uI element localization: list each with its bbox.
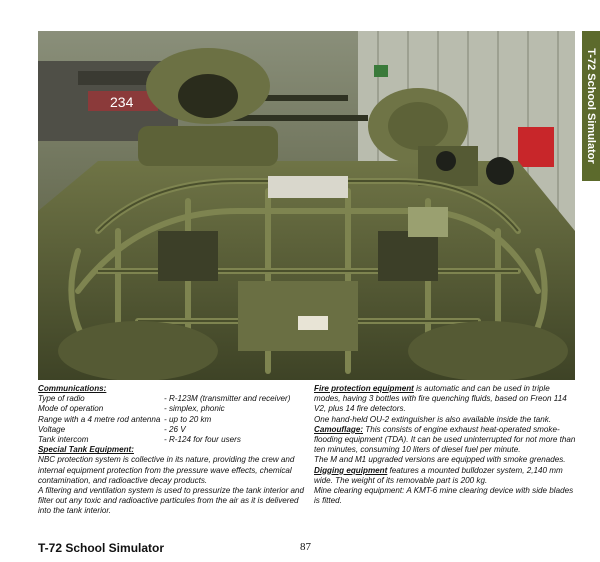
smoke-grenade-paragraph: The M and M1 upgraded versions are equipped with smoke grenades. — [314, 455, 566, 465]
nbc-paragraph: NBC protection system is collective in its nature, providing the crew and internal equipment protection from the pressure wave effects, chemical contamination, and radioactive decay products. — [38, 455, 295, 485]
footer-title: T-72 School Simulator — [38, 541, 165, 555]
hull-number: 234 — [110, 94, 134, 110]
spec-value: - 26 V — [164, 424, 186, 434]
page-number: 87 — [300, 541, 311, 553]
spec-value: - simplex, phonic — [164, 404, 225, 414]
spec-label: Voltage — [38, 424, 66, 434]
mine-clearing-paragraph: Mine clearing equipment: A KMT-6 mine clearing device with side blades is fitted. — [314, 486, 574, 506]
tank-photo — [38, 31, 575, 380]
left-text-column — [38, 384, 308, 517]
camouflage-paragraph — [314, 425, 576, 456]
spec-row — [38, 394, 308, 404]
communications-heading: Communications: — [38, 384, 107, 393]
sidebar-title-tab — [582, 31, 600, 181]
spec-label: Type of radio — [38, 394, 85, 404]
fire-heading: Fire protection equipment — [314, 384, 414, 393]
spec-label: Mode of operation — [38, 404, 104, 414]
spec-label: Range with a 4 metre rod antenna — [38, 414, 161, 424]
fire-paragraph — [314, 384, 576, 415]
spec-row — [38, 415, 308, 425]
digging-heading: Digging equipment — [314, 465, 388, 475]
spec-value: - up to 20 km — [164, 414, 212, 424]
spec-row — [38, 425, 308, 435]
extinguisher-paragraph: One hand-held OU-2 extinguisher is also available inside the tank. — [314, 414, 552, 424]
spec-value: - R-124 for four users — [164, 435, 241, 445]
special-equipment-heading: Special Tank Equipment: — [38, 445, 134, 455]
digging-paragraph — [314, 466, 576, 486]
tank-turret-frame-illustration — [38, 31, 575, 380]
filtering-paragraph: A filtering and ventilation system is used to pressurize the tank interior and filter out any toxic and radioactive particules from the air as it is delivered into the tank interior. — [38, 486, 305, 516]
camouflage-text: This consists of engine exhaust heat-operated smoke-flooding equipment (TDA). It can be used uninterrupted for not more than ten minutes, consuming 10 liters of diesel fuel per minute. — [314, 424, 576, 455]
spec-value: - R-123M (transmitter and receiver) — [164, 394, 291, 404]
digging-text: features a mounted bulldozer system, 2,140 mm wide. The weight of its removable part is 200 kg. — [314, 465, 563, 485]
camouflage-heading: Camouflage: — [314, 424, 364, 434]
spec-label: Tank intercom — [38, 435, 89, 445]
fire-text: is automatic and can be used in triple modes, having 3 bottles with fire quenching fluids, based on Freon 114 V2, plus 14 fire detectors. — [314, 384, 567, 414]
right-text-column — [314, 384, 576, 506]
spec-row — [38, 435, 308, 445]
spec-row — [38, 404, 308, 414]
sidebar-title: T-72 School Simulator — [585, 48, 597, 164]
